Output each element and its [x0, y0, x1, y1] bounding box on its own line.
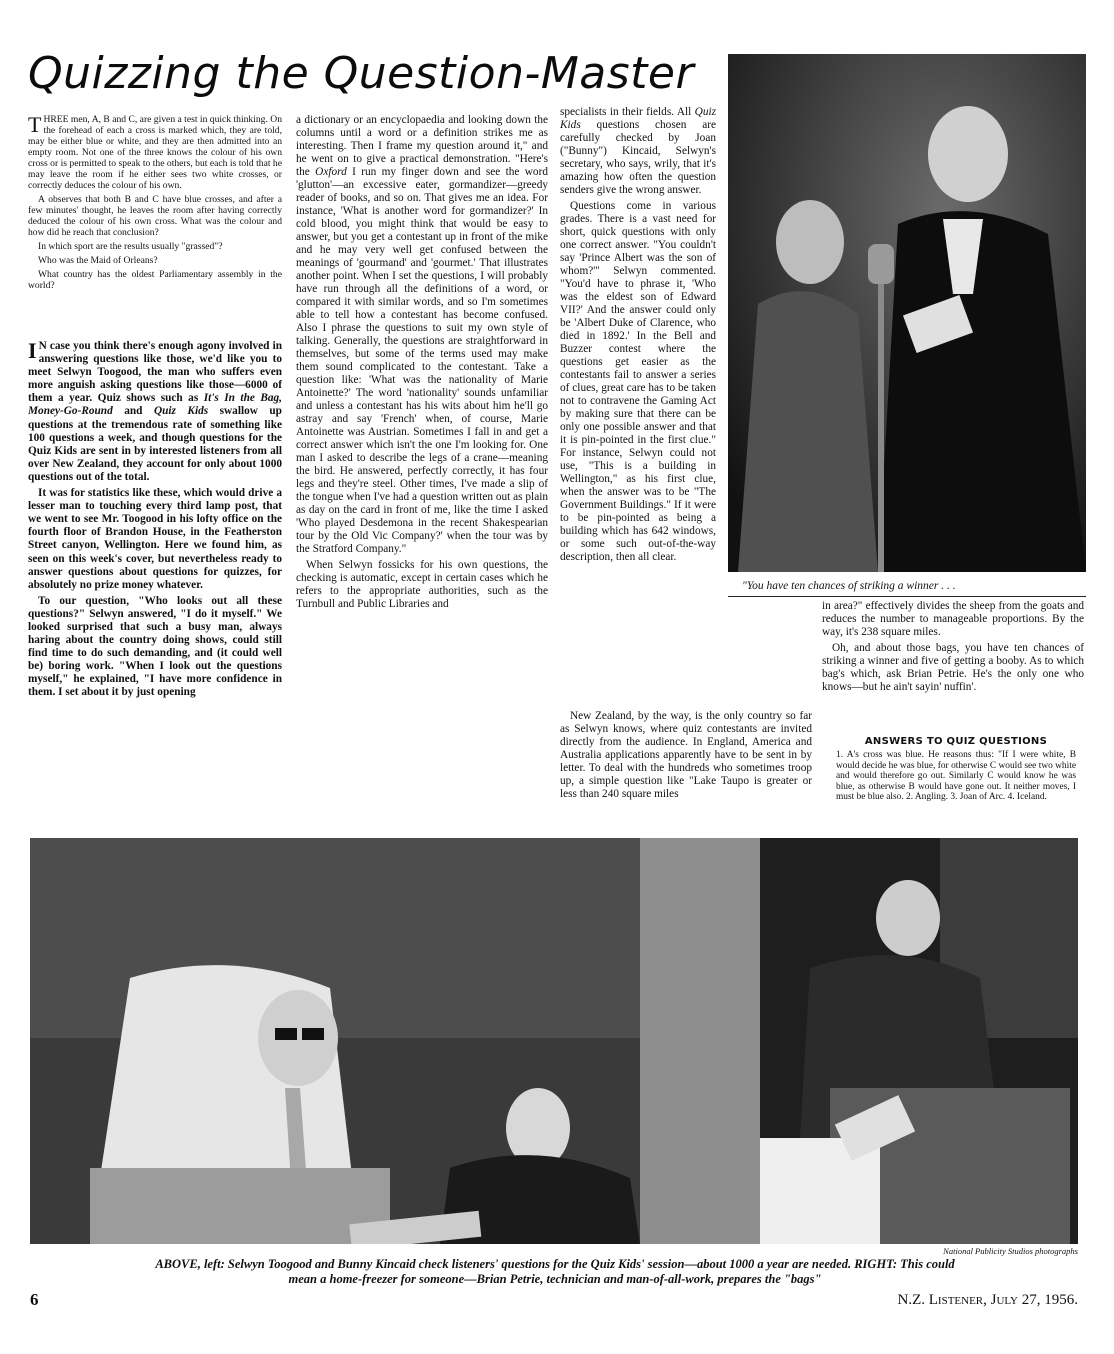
- article-column-4: [822, 600, 1084, 736]
- intro-paragraph-2: A observes that both B and C have blue crosses, and after a few minutes' thought, he leaves the room after having correctly deduced the colour of his own cross. What was the colour and how did he reach that conclusion?: [28, 194, 282, 238]
- intro-paragraph-5: What country has the oldest Parliamentary assembly in the world?: [28, 269, 282, 291]
- photo-selwyn-microphone: [728, 54, 1086, 572]
- col1-paragraph-1-end: swallow up questions at the tremendous rate of something like 100 questions a week, and though questions for the Quiz Kids are sent in by interested listeners from all over New Zealand, they account for only about 1000 questions out of the total.: [28, 405, 282, 483]
- col2-paragraph-2: When Selwyn fossicks for his own questions, the checking is automatic, except in certain cases which he refers to the appropriate authorities, such as the Turnbull and Public Libraries and: [296, 559, 548, 610]
- article-column-2: [296, 114, 548, 836]
- oxford-word: Oxford: [315, 166, 347, 178]
- col2-paragraph-1-start: a dictionary or an encyclopaedia and looking down the columns until a word or a definition strikes me as interesting. Then I frame my question around it," and he went on to give a practical demonstration. "Here's the: [296, 114, 548, 178]
- col3-paragraph-1-end: questions chosen are carefully checked by Joan ("Bunny") Kincaid, Selwyn's secretary, who says, wrily, that it's amazing how often the question senders give the wrong answer.: [560, 119, 716, 196]
- col1-paragraph-1-start: N case you think there's enough agony involved in answering questions like those, we'd like you to meet Selwyn Toogood, the man who suffers even more anguish asking questions like those—6000 of them a year. Quiz shows such as: [28, 340, 282, 405]
- answers-box: [836, 736, 1076, 836]
- show-name-1: It's In the Bag, Money-Go-Round: [28, 392, 282, 418]
- bottom-caption: [30, 1257, 1080, 1287]
- page-number: 6: [30, 1290, 39, 1309]
- col4-paragraph-2: Oh, and about those bags, you have ten chances of striking a winner and five of getting a booby. As to which bag's which, ask Brian Petrie. He's the only one who knows—but he ain't sayin' nuffin'.: [822, 642, 1084, 693]
- intro-paragraph-4: Who was the Maid of Orleans?: [38, 255, 158, 266]
- answers-text: 1. A's cross was blue. He reasons thus: "If I were white, B would decide he was blue, for otherwise C would see two white and would therefore go out. Similarly C would know he was blue, as otherwise B would have gone out. It neither moves, I must be blue also. 2. Angling. 3. Joan of Arc. 4. Iceland.: [836, 750, 1076, 803]
- quiz-intro: [28, 114, 282, 332]
- quiz-kids-name: Quiz Kids: [560, 106, 716, 131]
- article-column-3: [560, 106, 716, 600]
- bottom-caption-line-1: ABOVE, left: Selwyn Toogood and Bunny Kincaid check listeners' questions for the Quiz Kids' session—about 1000 a year are needed. RIGHT: This could: [155, 1257, 955, 1271]
- col2-paragraph-1-end: I run my finger down and see the word 'glutton'—an excessive eater, gormandizer—greedy reader of books, and so on. That gives me an idea. For instance, 'What is another word for gormandizer?' In cold blood, you might think that would be easy to answer, but you get a contestant up in front of the mike and he may very well get confused between the meanings of 'gourmand' and 'gourmet.' That illustrates another point. When I set the questions, I will probably have run through all the definitions of a word, or compared it with similar words, and so I'm sometimes able to tell how a contestant has become confused. Also I phrase the questions to suit my own style of talking. Generally, the questions are straightforward in themselves, but some of the terms used may make them sound complicated to the contestant. Take a question like: 'What was the nationality of Marie Antoinette?' The word 'nationality' sounds unfamiliar and unless a contestant has his wits about him he'll go astray and say 'French' when, of course, Marie Antoinette was Austrian. Sometimes I fall in and get a correct answer which isn't the one I'm looking for. One man I asked to describe the legs of a crane—meaning the bird. He answered, perfectly correctly, it has four legs and they're steel. Other times, I've made a slip of the tongue when I've had a question written out as plain as day on the card in front of me, like the time I asked 'Who played Desdemona in the recent Shakespearian tour by the Old Vic Company?' when the tour was by the Stratford Company.": [296, 166, 548, 555]
- article-column-3-lower: [560, 710, 812, 836]
- photo-brian-petrie: [640, 838, 1078, 1244]
- col1-dropcap: I: [28, 340, 37, 363]
- col3-paragraph-1-start: specialists in their fields. All: [560, 106, 695, 118]
- photo-illustration-2: [30, 838, 640, 1244]
- caption-rule: [728, 596, 1086, 597]
- col3-paragraph-3: New Zealand, by the way, is the only country so far as Selwyn knows, where quiz contestants are invited directly from the audience. In England, America and Australia applications apparently have to be sent in by letter. To deal with the hundreds who sometimes troop up, a simple question like "Lake Taupo is greater or less than 240 square miles: [560, 710, 812, 800]
- col1-paragraph-3: To our question, "Who looks out all these questions?" Selwyn answered, "I do it myself." We looked surprised that such a busy man, always haring about the country doing shows, could still find time to do such demanding, and (it could well be) boring work. "When I look out the questions myself," he explained, "I have more confidence in them. I set about it by just opening: [28, 594, 282, 699]
- conjunction: and: [112, 405, 154, 418]
- col1-paragraph-2: It was for statistics like these, which would drive a lesser man to touching every third lamp post, that we went to see Mr. Toogood in his lofty office on the fourth floor of Brandon House, in the Featherston Street canyon, Wellington. Here we found him, as seen on this week's cover, but nevertheless ready to answer questions about questions for quizzes, for absolutely no prize money whatever.: [28, 487, 282, 591]
- photo-credit: National Publicity Studios photographs: [943, 1246, 1078, 1256]
- answers-heading: ANSWERS TO QUIZ QUESTIONS: [864, 736, 1048, 747]
- article-title: Quizzing the Question-Master: [28, 48, 695, 99]
- bottom-caption-line-2: mean a home-freezer for someone—Brian Petrie, technician and man-of-all-work, prepares the "bags": [288, 1272, 822, 1286]
- intro-paragraph-1: HREE men, A, B and C, are given a test in quick thinking. On the forehead of each a cross is marked which, they are told, may be either blue or white, and they are then admitted into an empty room. Not one of the three knows the colour of his own cross or is permitted to speak to the others, but each is told that he may leave the room if he either sees two white crosses, or correctly deduces the colour of his own.: [28, 114, 282, 191]
- photo-illustration-3: [640, 838, 1078, 1244]
- photo-caption: "You have ten chances of striking a winner . . .: [742, 580, 956, 592]
- photo-toogood-kincaid: [30, 838, 640, 1244]
- show-name-2: Quiz Kids: [153, 405, 209, 418]
- publication-date: N.Z. Listener, July 27, 1956.: [897, 1292, 1078, 1308]
- col3-paragraph-2: Questions come in various grades. There is a vast need for short, quick questions with only one correct answer. "You couldn't say 'Prince Albert was the son of whom?'" Selwyn commented. "You'd have to phrase it, 'Who was the eldest son of Edward VII?' And the answer could only be 'Albert Duke of Clarence, who died in 1892.' In the Bell and Buzzer contest where the questions get easier as the contestants fail to answer a series of clues, great care has to be taken not to contravene the Gaming Act by making sure that there can be only one possible answer and that it is pin-pointed in the first clue." For instance, Selwyn could not use, "This is a building in Wellington," as his first clue, when the answer was to be "The Government Buildings." If it were to be pin-pointed as being a building which has 642 windows, or some such out-of-the-way description, then all clear.: [560, 200, 716, 563]
- photo-illustration: [728, 54, 1086, 572]
- intro-paragraph-3: In which sport are the results usually "grassed"?: [38, 241, 223, 252]
- article-column-1: [28, 340, 282, 836]
- intro-dropcap: T: [28, 114, 42, 137]
- col4-paragraph-1: in area?" effectively divides the sheep from the goats and reduces the number to manageable proportions. By the way, it's 238 square miles.: [822, 600, 1084, 638]
